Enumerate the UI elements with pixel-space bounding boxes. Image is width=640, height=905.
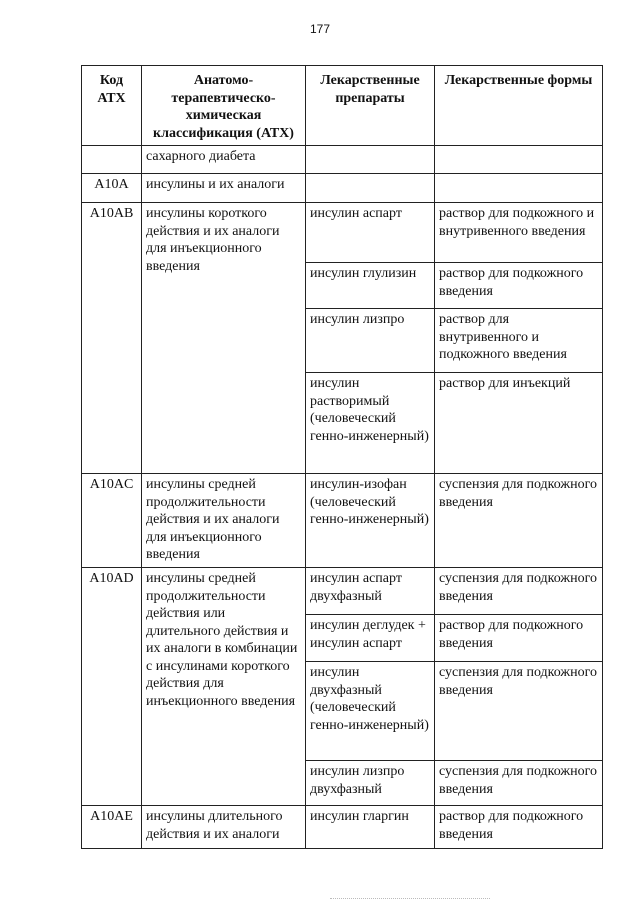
row-form: раствор для подкожного введения bbox=[435, 263, 603, 309]
table-row bbox=[82, 203, 603, 263]
row-code: A10AC bbox=[82, 474, 142, 568]
row-code: A10AE bbox=[82, 806, 142, 849]
row-drug: инсулин двухфазный (человеческий генно-инженерный) bbox=[306, 662, 435, 761]
header-drugs: Лекарственные препараты bbox=[306, 66, 435, 146]
row-classification: сахарного диабета bbox=[142, 146, 306, 174]
row-form: суспензия для подкожного введения bbox=[435, 761, 603, 806]
row-drug: инсулин гларгин bbox=[306, 806, 435, 849]
row-classification: инсулины и их аналоги bbox=[142, 174, 306, 203]
row-code: A10A bbox=[82, 174, 142, 203]
row-form bbox=[435, 146, 603, 174]
scan-artifact bbox=[330, 898, 490, 901]
table-row bbox=[82, 174, 603, 203]
row-classification: инсулины короткого действия и их аналоги для инъекционного введения bbox=[142, 203, 306, 474]
table-row bbox=[82, 568, 603, 615]
row-classification: инсулины средней продолжительности действия и их аналоги для инъекционного введения bbox=[142, 474, 306, 568]
row-form: раствор для инъекций bbox=[435, 373, 603, 474]
header-code: Код АТХ bbox=[82, 66, 142, 146]
table-row bbox=[82, 146, 603, 174]
row-drug bbox=[306, 146, 435, 174]
row-drug: инсулин глулизин bbox=[306, 263, 435, 309]
row-form: суспензия для подкожного введения bbox=[435, 474, 603, 568]
row-drug: инсулин деглудек + инсулин аспарт bbox=[306, 615, 435, 662]
row-form bbox=[435, 174, 603, 203]
table-row bbox=[82, 806, 603, 849]
row-classification: инсулины средней продолжительности действия или длительного действия и их аналоги в комбинации с инсулинами короткого действия для инъекционного введения bbox=[142, 568, 306, 806]
row-drug: инсулин лизпро bbox=[306, 309, 435, 373]
row-drug: инсулин-изофан (человеческий генно-инженерный) bbox=[306, 474, 435, 568]
atx-table bbox=[81, 65, 603, 849]
row-drug bbox=[306, 174, 435, 203]
header-classification: Анатомо-терапевтическо-химическая классификация (АТХ) bbox=[142, 66, 306, 146]
row-form: суспензия для подкожного введения bbox=[435, 568, 603, 615]
row-form: раствор для подкожного введения bbox=[435, 806, 603, 849]
row-drug: инсулин аспарт двухфазный bbox=[306, 568, 435, 615]
table-header-row bbox=[82, 66, 603, 146]
row-code: A10AB bbox=[82, 203, 142, 474]
row-drug: инсулин растворимый (человеческий генно-инженерный) bbox=[306, 373, 435, 474]
row-form: раствор для подкожного введения bbox=[435, 615, 603, 662]
table-row bbox=[82, 474, 603, 568]
row-form: раствор для внутривенного и подкожного введения bbox=[435, 309, 603, 373]
row-drug: инсулин аспарт bbox=[306, 203, 435, 263]
row-classification: инсулины длительного действия и их аналоги bbox=[142, 806, 306, 849]
row-drug: инсулин лизпро двухфазный bbox=[306, 761, 435, 806]
header-forms: Лекарственные формы bbox=[435, 66, 603, 146]
page-number: 177 bbox=[309, 22, 331, 36]
row-code: A10AD bbox=[82, 568, 142, 806]
row-form: суспензия для подкожного введения bbox=[435, 662, 603, 761]
row-code bbox=[82, 146, 142, 174]
row-form: раствор для подкожного и внутривенного введения bbox=[435, 203, 603, 263]
